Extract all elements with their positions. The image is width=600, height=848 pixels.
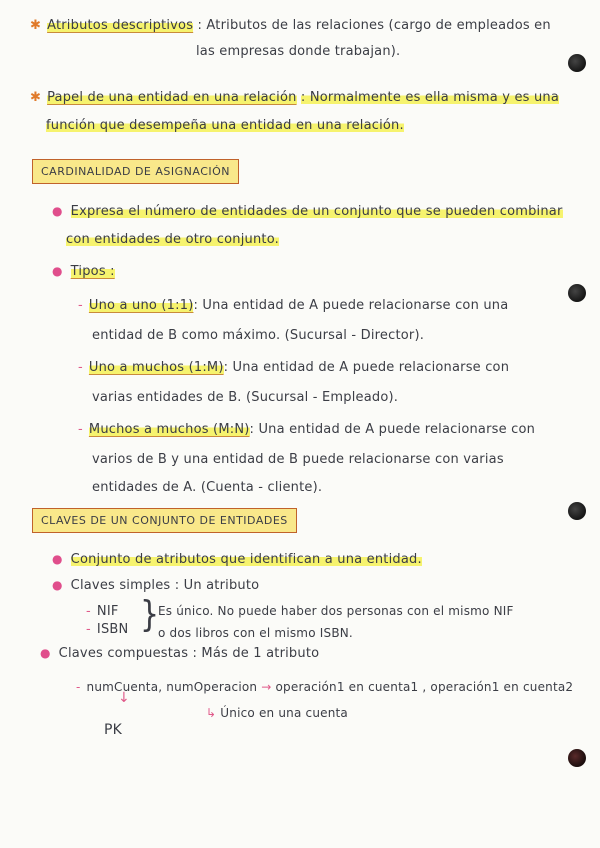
star-icon: ✱ [30,18,42,33]
dash-marker: - [86,622,91,637]
claves-bullet-2-line [52,578,259,593]
ex-2-term-line [86,622,128,637]
tipo-1-text-1: : Una entidad de A puede relacionarse con una [193,298,509,313]
bullet-icon: ● [52,204,63,218]
tipo-1-term: Uno a uno (1:1) [88,298,194,313]
cardinalidad-bullet-1-line-2: con entidades de otro conjunto. [66,232,279,247]
papel-entidad-definition-2: función que desempeña una entidad en una relación. [46,118,404,133]
brace-icon: } [140,593,160,636]
compuesta-right: operación1 en cuenta1 , operación1 en cuenta2 [275,680,574,694]
tipos-label: Tipos : [70,264,115,279]
tipo-3-line-1 [78,422,535,437]
tipo-3-text-1: : Una entidad de A puede relacionarse con [249,422,536,437]
tipo-1-line-1 [78,298,508,313]
dash-marker: - [78,360,83,375]
papel-entidad-definition-1: : Normalmente es ella misma y es una [300,90,559,105]
arrow-down-icon: ↓ [118,690,130,706]
tipo-1-line-2: entidad de B como máximo. (Sucursal - Director). [92,328,425,343]
claves-bullet-2: Claves simples : Un atributo [70,578,260,593]
tipo-3-term: Muchos a muchos (M:N) [88,422,250,437]
bullet-icon: ● [52,578,63,592]
cardinalidad-bullet-1-line-1 [52,204,563,219]
binder-hole-2 [568,284,586,302]
dash-marker: - [86,604,91,619]
binder-hole-4 [568,749,586,767]
ex-1-term-line [86,604,119,619]
tipo-2-line-2: varias entidades de B. (Sucursal - Empleado). [92,390,399,405]
bullet-icon: ● [52,264,63,278]
claves-heading: CLAVES DE UN CONJUNTO DE ENTIDADES [32,508,297,533]
tipo-3-line-2: varios de B y una entidad de B puede relacionarse con varias [92,452,504,467]
ex-1-term: NIF [96,604,119,619]
ex-1-text: Es único. No puede haber dos personas con el mismo NIF [158,604,514,618]
claves-bullet-3: Claves compuestas : Más de 1 atributo [58,646,320,661]
dash-marker: - [78,298,83,313]
pk-label: PK [104,722,123,738]
papel-entidad-term: Papel de una entidad en una relación [47,90,297,105]
arrow-down-right-icon: ↳ [206,706,221,720]
compuesta-note-line [206,706,348,720]
papel-entidad-line-1 [30,90,559,105]
compuesta-line [76,680,573,694]
ex-2-text: o dos libros con el mismo ISBN. [158,626,353,640]
atributos-descriptivos-term: Atributos descriptivos [47,18,194,33]
atributos-descriptivos-line-1 [30,18,551,33]
claves-bullet-1-line [52,552,422,567]
tipo-2-line-1 [78,360,509,375]
bullet-icon: ● [40,646,51,660]
arrow-right-icon: → [261,680,276,694]
cardinalidad-heading: CARDINALIDAD DE ASIGNACIÓN [32,159,239,184]
compuesta-left: numCuenta, numOperacion [86,680,258,694]
compuesta-note: Único en una cuenta [220,706,348,720]
claves-bullet-1: Conjunto de atributos que identifican a una entidad. [70,552,422,567]
tipo-2-text-1: : Una entidad de A puede relacionarse con [223,360,510,375]
dash-marker: - [78,422,83,437]
atributos-descriptivos-definition-2: las empresas donde trabajan). [196,44,401,59]
claves-bullet-3-line [40,646,319,661]
bullet-icon: ● [52,552,63,566]
binder-hole-1 [568,54,586,72]
cardinalidad-bullet-1-text: Expresa el número de entidades de un conjunto que se pueden combinar [70,204,563,219]
binder-hole-3 [568,502,586,520]
ex-2-term: ISBN [96,622,129,637]
tipos-label-line [52,264,115,279]
star-icon: ✱ [30,90,42,105]
atributos-descriptivos-definition-1: : Atributos de las relaciones (cargo de empleados en [197,18,551,33]
tipo-3-line-3: entidades de A. (Cuenta - cliente). [92,480,323,495]
tipo-2-term: Uno a muchos (1:M) [88,360,224,375]
dash-marker: - [76,680,81,694]
